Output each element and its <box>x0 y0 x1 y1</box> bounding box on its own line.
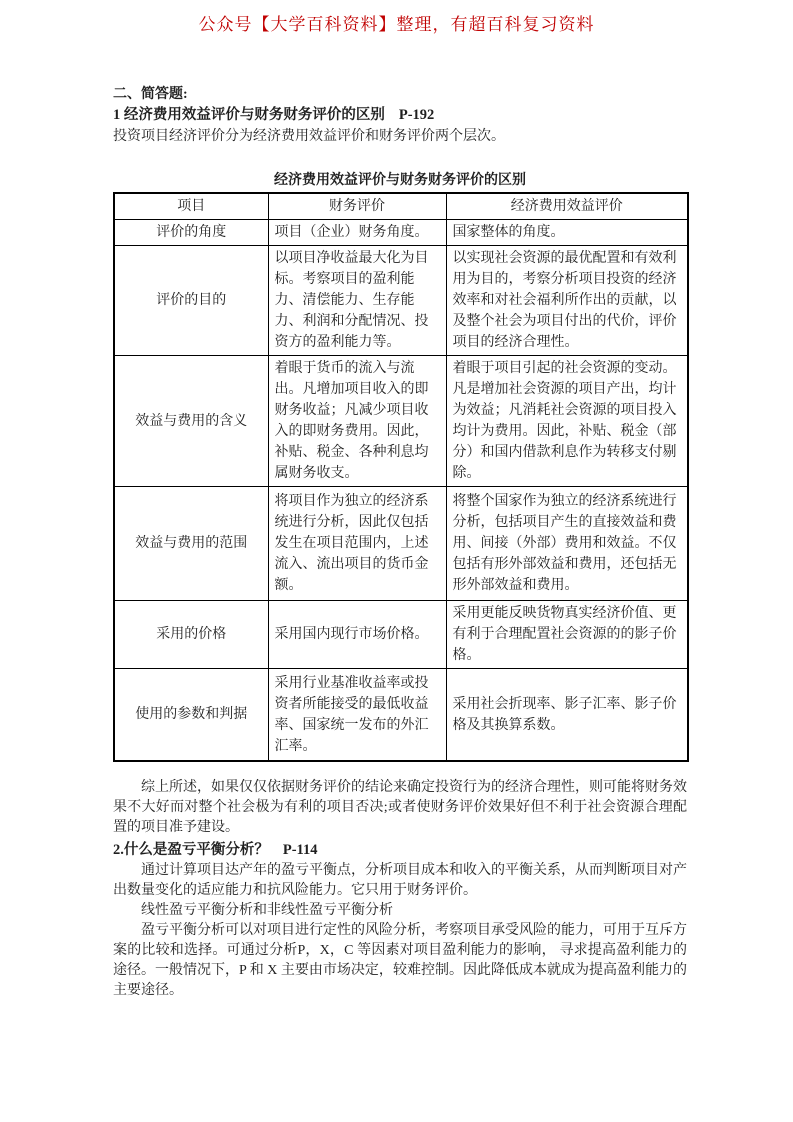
question2-heading <box>113 840 687 861</box>
economic-cell: 将整个国家作为独立的经济系统进行分析，包括项目产生的直接效益和费用、间接（外部）费用和效益。不仅包括有形外部效益和费用，还包括无形外部效益和费用。 <box>446 487 688 601</box>
row-label: 效益与费用的含义 <box>114 356 268 487</box>
row-label: 效益与费用的范围 <box>114 487 268 601</box>
question2-paragraph-1: 通过计算项目达产年的盈亏平衡点，分析项目成本和收入的平衡关系，从而判断项目对产出数量变化的适应能力和抗风险能力。它只用于财务评价。 <box>113 863 687 898</box>
question2-paragraph-2: 线性盈亏平衡分析和非线性盈亏平衡分析 <box>141 903 393 918</box>
question2-page-ref: P-114 <box>282 842 318 858</box>
question2-paragraph-3: 盈亏平衡分析可以对项目进行定性的风险分析，考察项目承受风险的能力，可用于互斥方案的比较和选择。可通过分析P，X，C 等因素对项目盈利能力的影响， 寻求提高盈利能力的途径。一般情况下，P 和 X 主要由市场决定，较难控制。因此降低成本就成为提高盈利能力的主要途径。 <box>113 923 687 998</box>
document-content <box>113 84 687 1001</box>
financial-cell: 以项目净收益最大化为目标。考察项目的盈利能力、清偿能力、生存能力、利润和分配情况、投资方的盈利能力等。 <box>268 246 446 356</box>
table-row <box>114 356 688 487</box>
row-label: 采用的价格 <box>114 601 268 669</box>
column-header-economic: 经济费用效益评价 <box>446 193 688 220</box>
economic-cell: 采用社会折现率、影子汇率、影子价格及其换算系数。 <box>446 669 688 762</box>
table-row <box>114 601 688 669</box>
section-heading: 二、简答题: <box>113 87 188 102</box>
economic-cell: 着眼于项目引起的社会资源的变动。凡是增加社会资源的项目产出，均计为效益；凡消耗社会资源的项目投入均计为费用。因此，补贴、税金（部分）和国内借款利息作为转移支付剔除。 <box>446 356 688 487</box>
economic-cell: 国家整体的角度。 <box>446 220 688 246</box>
question1-intro: 投资项目经济评价分为经济费用效益评价和财务评价两个层次。 <box>113 129 505 144</box>
financial-cell: 采用行业基准收益率或投资者所能接受的最低收益率、国家统一发布的外汇汇率。 <box>268 669 446 762</box>
table-row <box>114 669 688 762</box>
row-label: 评价的角度 <box>114 220 268 246</box>
question1-page-ref: P-192 <box>398 107 435 123</box>
summary-paragraph: 综上所述，如果仅仅依据财务评价的结论来确定投资行为的经济合理性，则可能将财务效果不大好而对整个社会极为有利的项目否决;或者使财务评价效果好但不利于社会资源合理配置的项目准予建设。 <box>113 780 687 835</box>
question1-heading <box>113 105 687 126</box>
financial-cell: 采用国内现行市场价格。 <box>268 601 446 669</box>
financial-cell: 项目（企业）财务角度。 <box>268 220 446 246</box>
comparison-table <box>113 192 689 762</box>
economic-cell: 以实现社会资源的最优配置和有效利用为目的，考察分析项目投资的经济效率和对社会福利所作出的贡献，以及整个社会为项目付出的代价，评价项目的经济合理性。 <box>446 246 688 356</box>
page-header: 公众号【大学百科资料】整理，有超百科复习资料 <box>198 15 595 34</box>
column-header-item: 项目 <box>114 193 268 220</box>
question2-title: 2.什么是盈亏平衡分析？ <box>113 842 269 858</box>
economic-cell: 采用更能反映货物真实经济价值、更有利于合理配置社会资源的的影子价格。 <box>446 601 688 669</box>
row-label: 使用的参数和判据 <box>114 669 268 762</box>
financial-cell: 着眼于货币的流入与流出。凡增加项目收入的即财务收益；凡减少项目收入的即财务费用。因此，补贴、税金、各种利息均属财务收支。 <box>268 356 446 487</box>
question1-title: 1 经济费用效益评价与财务财务评价的区别 <box>113 107 385 123</box>
table-row <box>114 246 688 356</box>
table-row <box>114 220 688 246</box>
table-title: 经济费用效益评价与财务财务评价的区别 <box>274 173 526 188</box>
table-row <box>114 487 688 601</box>
table-header-row <box>114 193 688 220</box>
financial-cell: 将项目作为独立的经济系统进行分析，因此仅包括发生在项目范围内，上述流入、流出项目的货币金额。 <box>268 487 446 601</box>
row-label: 评价的目的 <box>114 246 268 356</box>
column-header-financial: 财务评价 <box>268 193 446 220</box>
